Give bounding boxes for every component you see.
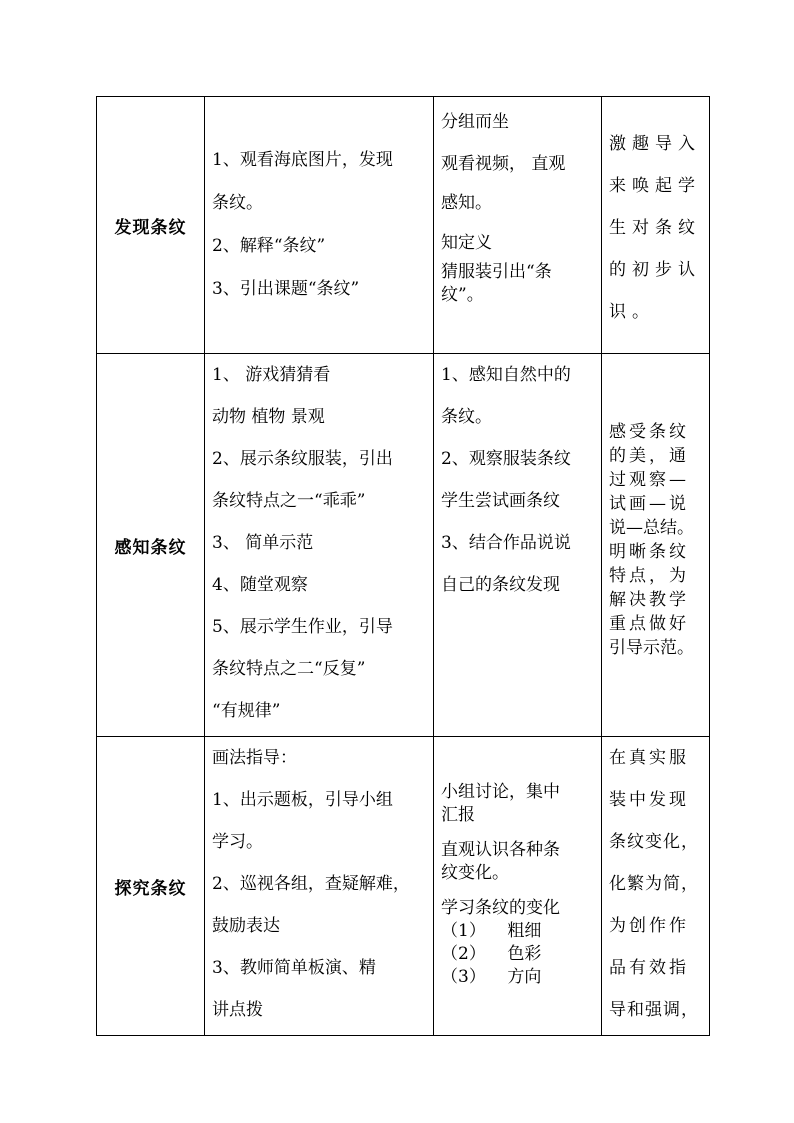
student-line: 条纹。 (441, 407, 492, 427)
intent-line: 明晰条纹 (609, 542, 689, 562)
intent-line: 为创作作 (609, 916, 689, 936)
teacher-line: “有规律” (212, 701, 281, 721)
student-line: 猜服装引出“条 (441, 262, 552, 282)
student-line: 2、观察服装条纹 (441, 449, 571, 469)
intent-line: 的初步认 (609, 260, 701, 280)
intent-line: 引导示范。 (609, 638, 694, 658)
intent-line: 在真实服 (609, 748, 689, 768)
student-line: 观看视频， 直观 (441, 154, 566, 174)
intent-line: 过观察— (609, 470, 689, 490)
design-intent-cell (602, 354, 710, 737)
student-line: 直观认识各种条 (441, 840, 560, 860)
teacher-line: 条纹特点之一“乖乖” (212, 491, 366, 511)
intent-line: 装中发现 (609, 790, 689, 810)
teacher-line: 动物 植物 景观 (212, 407, 325, 427)
intent-line: 来唤起学 (609, 176, 701, 196)
student-line: 3、结合作品说说 (441, 533, 571, 553)
student-line: 知定义 (441, 233, 492, 253)
student-line: 感知。 (441, 193, 492, 213)
teacher-line: 条纹特点之二“反复” (212, 659, 366, 679)
stage-label: 探究条纹 (114, 878, 187, 899)
student-line: （2） 色彩 (441, 944, 542, 964)
intent-line: 生对条纹 (609, 218, 701, 238)
student-line: 学习条纹的变化 (441, 898, 560, 918)
intent-line: 导和强调， (609, 1000, 699, 1020)
stage-cell (97, 354, 205, 737)
intent-line: 感受条纹 (609, 422, 689, 442)
student-line: 学生尝试画条纹 (441, 491, 560, 511)
student-line: 分组而坐 (441, 112, 509, 132)
intent-line: 识。 (609, 302, 655, 322)
student-activity-cell (434, 354, 602, 737)
design-intent-cell (602, 737, 710, 1036)
intent-line: 品有效指 (609, 958, 689, 978)
intent-line: 的美，通 (609, 446, 689, 466)
student-line: （3） 方向 (441, 967, 542, 987)
stage-cell (97, 97, 205, 354)
teacher-line: 学习。 (212, 832, 263, 852)
intent-line: 激趣导入 (609, 134, 701, 154)
stage-cell (97, 737, 205, 1036)
intent-line: 重点做好 (609, 614, 689, 634)
student-line: 自己的条纹发现 (441, 575, 560, 595)
design-intent-cell (602, 97, 710, 354)
teacher-line: 5、展示学生作业，引导 (212, 617, 393, 637)
teacher-line: 4、随堂观察 (212, 575, 308, 595)
teacher-line: 2、解释“条纹” (212, 236, 326, 256)
teacher-activity-cell (205, 737, 434, 1036)
lesson-plan-table (96, 96, 710, 1036)
teacher-line: 2、巡视各组，查疑解难， (212, 874, 410, 894)
teacher-activity-cell (205, 354, 434, 737)
teacher-line: 画法指导： (212, 748, 297, 768)
intent-line: 条纹变化， (609, 832, 699, 852)
teacher-line: 1、 游戏猜猜看 (212, 365, 331, 385)
student-line: 1、感知自然中的 (441, 365, 571, 385)
student-line: 汇报 (441, 805, 475, 825)
intent-line: 试画—说 (609, 494, 689, 514)
intent-line: 化繁为简， (609, 874, 699, 894)
table-row (97, 354, 710, 737)
intent-line: 特点，为 (609, 566, 689, 586)
teacher-line: 条纹。 (212, 193, 263, 213)
table-row (97, 737, 710, 1036)
student-line: 纹”。 (441, 285, 484, 305)
teacher-line: 1、观看海底图片，发现 (212, 150, 393, 170)
teacher-activity-cell (205, 97, 434, 354)
student-activity-cell (434, 97, 602, 354)
intent-line: 说—总结。 (609, 518, 694, 538)
teacher-line: 鼓励表达 (212, 916, 280, 936)
teacher-line: 1、出示题板，引导小组 (212, 790, 393, 810)
student-line: （1） 粗细 (441, 921, 542, 941)
stage-label: 发现条纹 (114, 217, 187, 238)
intent-line: 解决教学 (609, 590, 689, 610)
student-activity-cell (434, 737, 602, 1036)
student-line: 小组讨论，集中 (441, 782, 560, 802)
teacher-line: 讲点拨 (212, 1000, 263, 1020)
teacher-line: 3、引出课题“条纹” (212, 279, 360, 299)
stage-label: 感知条纹 (114, 537, 187, 558)
teacher-line: 3、教师简单板演、精 (212, 958, 376, 978)
teacher-line: 3、 简单示范 (212, 533, 314, 553)
student-line: 纹变化。 (441, 863, 509, 883)
teacher-line: 2、展示条纹服装，引出 (212, 449, 393, 469)
table-row (97, 97, 710, 354)
